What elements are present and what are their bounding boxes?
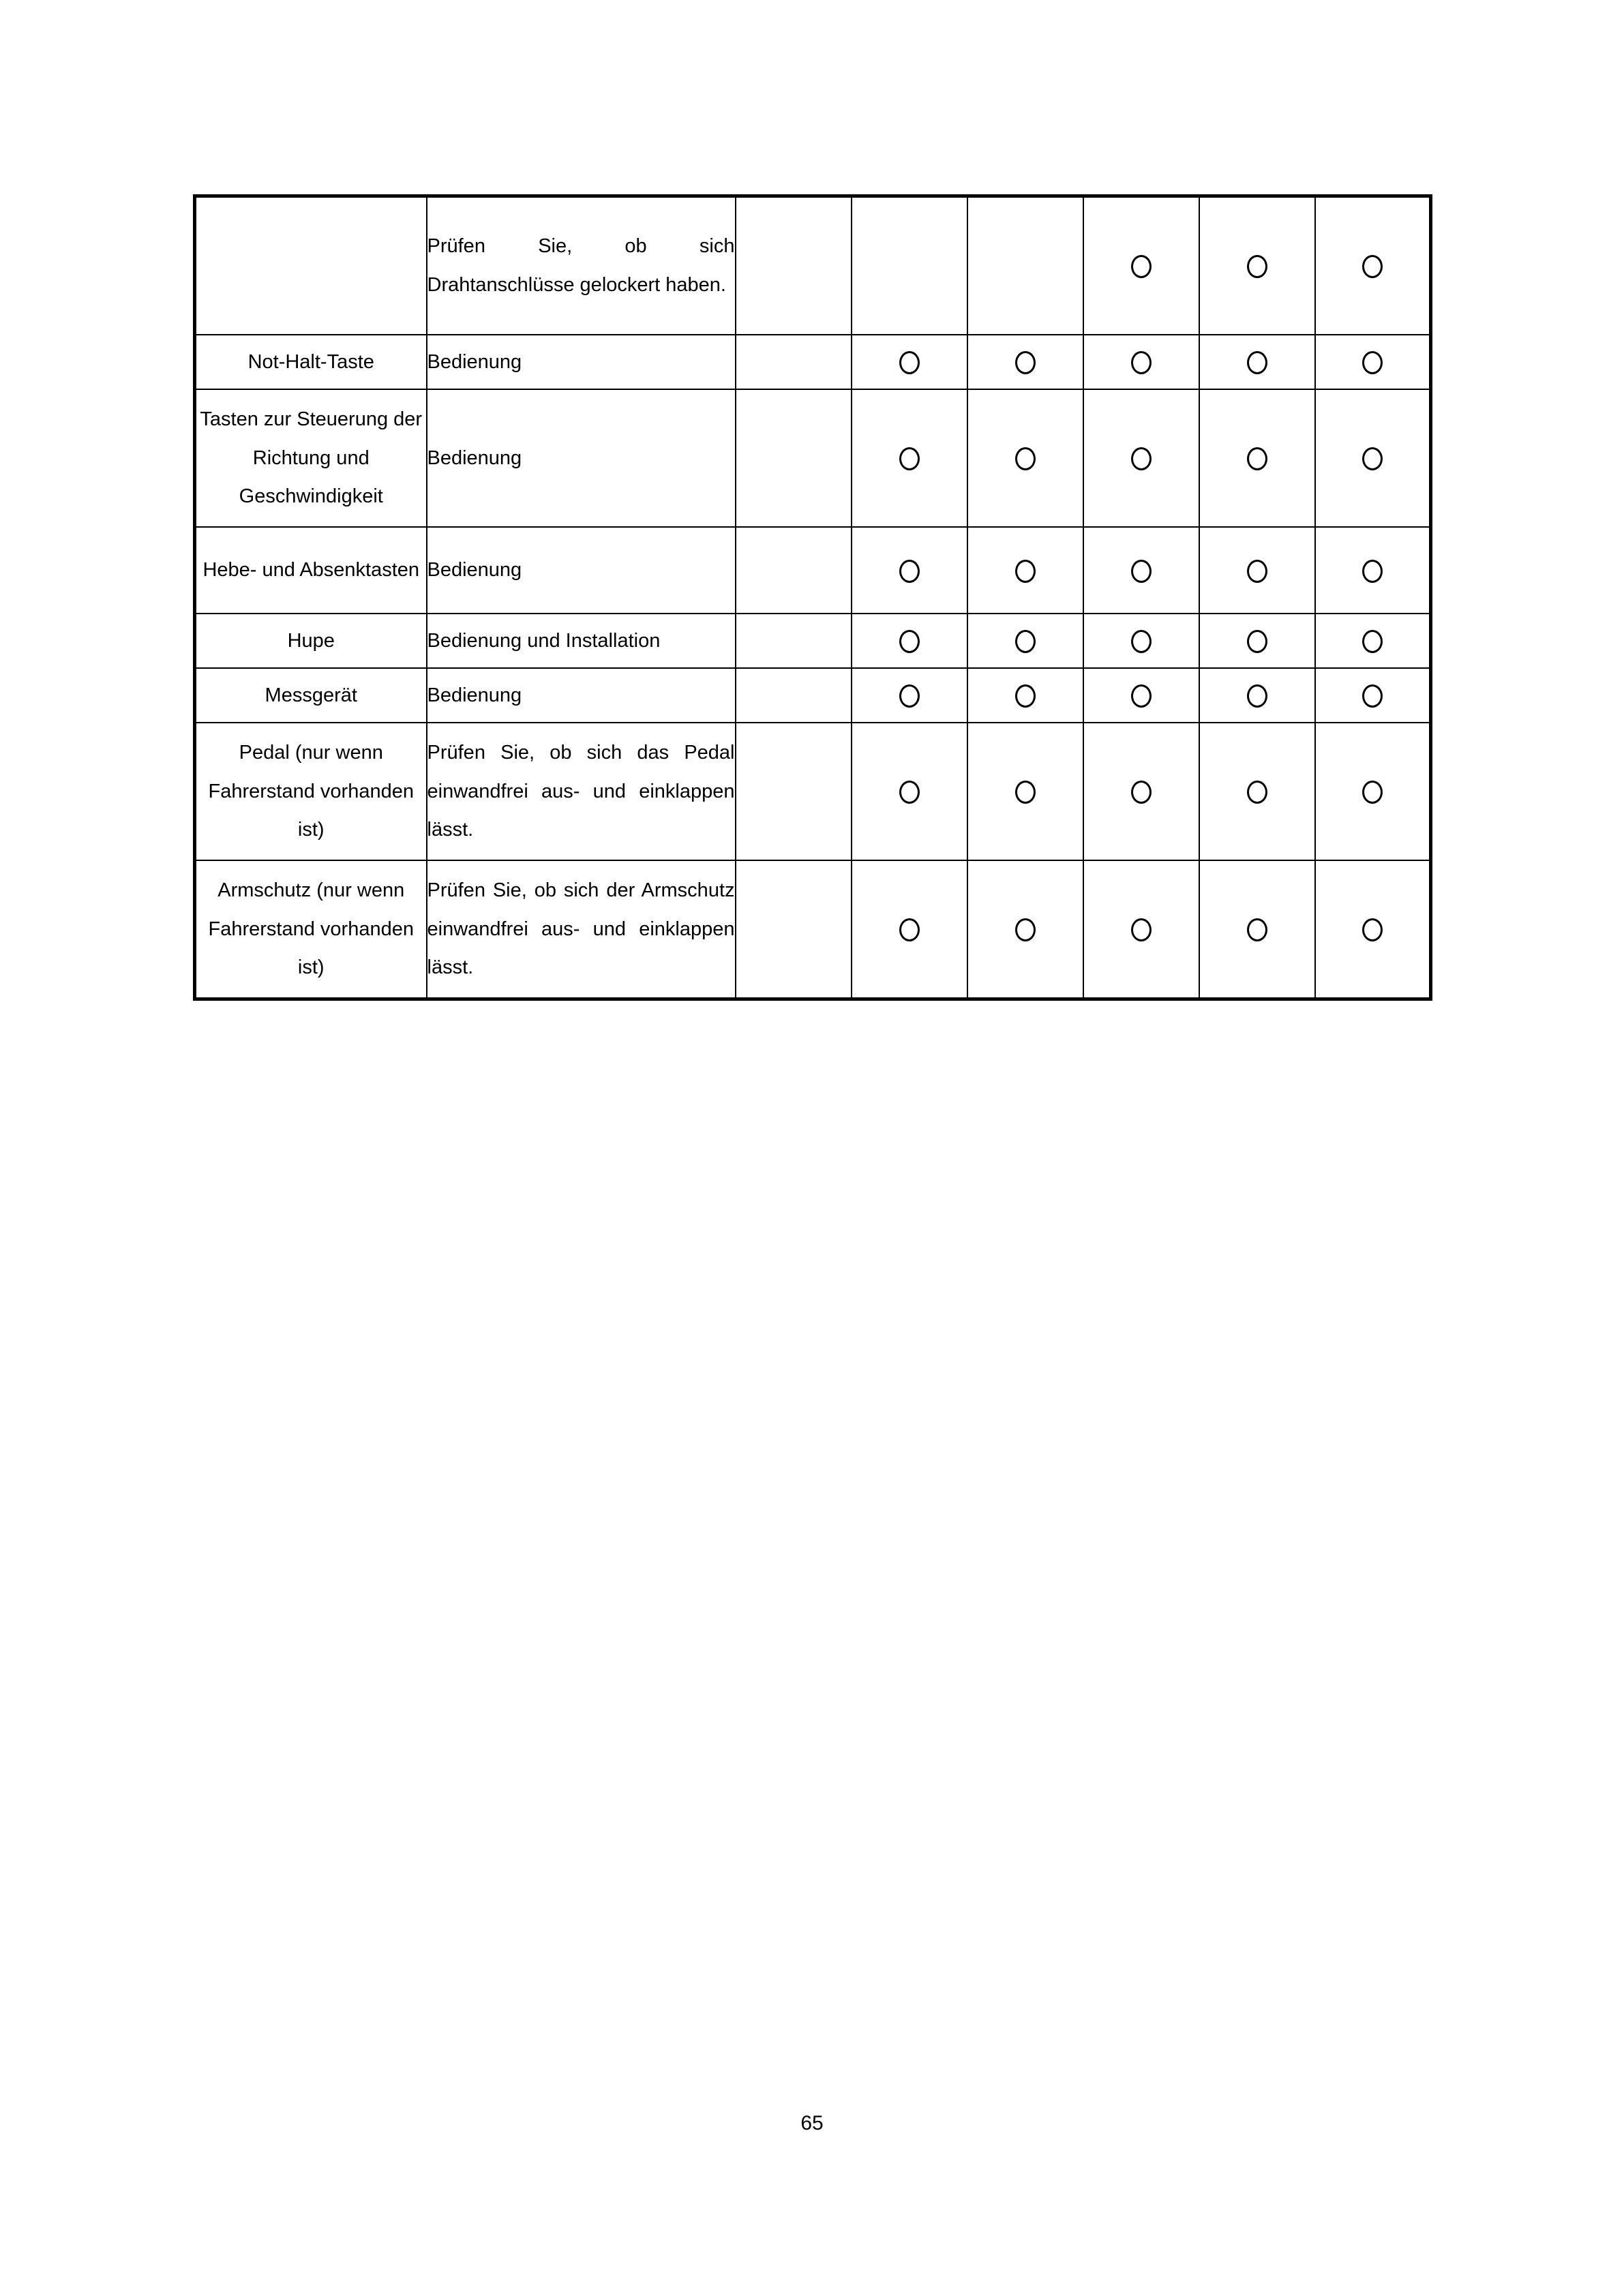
check-circle-cell[interactable]	[967, 389, 1083, 527]
description-cell: Bedienung	[427, 527, 736, 614]
circle-mark-icon	[1247, 255, 1267, 278]
table-row	[195, 668, 1431, 723]
component-cell: Tasten zur Steuerung der Richtung und Geschwindigkeit	[195, 389, 427, 527]
inspection-table-body	[195, 196, 1431, 999]
table-row	[195, 389, 1431, 527]
check-circle-cell[interactable]	[1083, 389, 1199, 527]
circle-mark-icon	[1362, 781, 1383, 804]
circle-mark-icon	[1247, 781, 1267, 804]
check-circle-cell[interactable]	[1199, 723, 1315, 860]
check-circle-cell[interactable]	[1083, 335, 1199, 389]
circle-mark-icon	[1015, 684, 1036, 708]
circle-mark-icon	[899, 918, 920, 941]
circle-mark-icon	[899, 447, 920, 470]
table-row	[195, 335, 1431, 389]
check-circle-cell[interactable]	[852, 723, 967, 860]
circle-mark-icon	[1362, 918, 1383, 941]
check-circle-cell[interactable]	[1315, 196, 1431, 335]
component-cell: Pedal (nur wenn Fahrerstand vorhanden ist)	[195, 723, 427, 860]
circle-mark-icon	[1131, 447, 1152, 470]
circle-mark-icon	[1362, 684, 1383, 708]
empty-mark-cell[interactable]	[736, 614, 852, 668]
circle-mark-icon	[1131, 684, 1152, 708]
check-circle-cell[interactable]	[1315, 389, 1431, 527]
check-circle-cell[interactable]	[1199, 196, 1315, 335]
table-row	[195, 196, 1431, 335]
circle-mark-icon	[1362, 630, 1383, 653]
check-circle-cell[interactable]	[1199, 614, 1315, 668]
check-circle-cell[interactable]	[1083, 860, 1199, 999]
circle-mark-icon	[1362, 447, 1383, 470]
check-circle-cell[interactable]	[1199, 527, 1315, 614]
check-circle-cell[interactable]	[1315, 723, 1431, 860]
inspection-table-container	[193, 194, 1430, 1001]
description-cell: Bedienung	[427, 389, 736, 527]
check-circle-cell[interactable]	[1083, 196, 1199, 335]
table-row	[195, 723, 1431, 860]
description-cell: Prüfen Sie, ob sich der Armschutz einwandfrei aus- und einklappen lässt.	[427, 860, 736, 999]
empty-mark-cell[interactable]	[736, 196, 852, 335]
empty-mark-cell[interactable]	[967, 196, 1083, 335]
circle-mark-icon	[1247, 918, 1267, 941]
check-circle-cell[interactable]	[852, 335, 967, 389]
check-circle-cell[interactable]	[1083, 668, 1199, 723]
description-cell: Prüfen Sie, ob sich das Pedal einwandfrei aus- und einklappen lässt.	[427, 723, 736, 860]
circle-mark-icon	[1247, 447, 1267, 470]
component-cell: Not-Halt-Taste	[195, 335, 427, 389]
circle-mark-icon	[1247, 560, 1267, 583]
circle-mark-icon	[1362, 560, 1383, 583]
circle-mark-icon	[899, 560, 920, 583]
circle-mark-icon	[1131, 781, 1152, 804]
check-circle-cell[interactable]	[852, 614, 967, 668]
circle-mark-icon	[1247, 351, 1267, 374]
empty-mark-cell[interactable]	[736, 335, 852, 389]
empty-mark-cell[interactable]	[736, 668, 852, 723]
circle-mark-icon	[1015, 918, 1036, 941]
component-cell: Hebe- und Absenktasten	[195, 527, 427, 614]
check-circle-cell[interactable]	[1199, 860, 1315, 999]
check-circle-cell[interactable]	[967, 668, 1083, 723]
circle-mark-icon	[1247, 630, 1267, 653]
check-circle-cell[interactable]	[852, 389, 967, 527]
circle-mark-icon	[1015, 351, 1036, 374]
circle-mark-icon	[1362, 255, 1383, 278]
description-cell: Bedienung	[427, 335, 736, 389]
circle-mark-icon	[1015, 781, 1036, 804]
check-circle-cell[interactable]	[852, 668, 967, 723]
component-cell: Armschutz (nur wenn Fahrerstand vorhanden ist)	[195, 860, 427, 999]
circle-mark-icon	[1015, 630, 1036, 653]
empty-mark-cell[interactable]	[736, 389, 852, 527]
circle-mark-icon	[1131, 351, 1152, 374]
empty-mark-cell[interactable]	[736, 860, 852, 999]
description-cell: Bedienung und Installation	[427, 614, 736, 668]
circle-mark-icon	[899, 684, 920, 708]
circle-mark-icon	[1131, 560, 1152, 583]
circle-mark-icon	[899, 630, 920, 653]
table-row	[195, 614, 1431, 668]
empty-mark-cell[interactable]	[736, 527, 852, 614]
check-circle-cell[interactable]	[1315, 860, 1431, 999]
inspection-checklist-table	[193, 194, 1432, 1001]
description-cell: Prüfen Sie, ob sich Drahtanschlüsse gelockert haben.	[427, 196, 736, 335]
table-row	[195, 860, 1431, 999]
check-circle-cell[interactable]	[967, 614, 1083, 668]
check-circle-cell[interactable]	[1315, 668, 1431, 723]
check-circle-cell[interactable]	[1199, 668, 1315, 723]
check-circle-cell[interactable]	[1199, 335, 1315, 389]
circle-mark-icon	[899, 351, 920, 374]
check-circle-cell[interactable]	[967, 860, 1083, 999]
component-cell: Messgerät	[195, 668, 427, 723]
check-circle-cell[interactable]	[1083, 723, 1199, 860]
check-circle-cell[interactable]	[1083, 614, 1199, 668]
check-circle-cell[interactable]	[1315, 335, 1431, 389]
check-circle-cell[interactable]	[1083, 527, 1199, 614]
empty-mark-cell[interactable]	[736, 723, 852, 860]
check-circle-cell[interactable]	[852, 527, 967, 614]
circle-mark-icon	[1247, 684, 1267, 708]
page-number: 65	[800, 2112, 824, 2134]
check-circle-cell[interactable]	[1315, 527, 1431, 614]
circle-mark-icon	[1015, 560, 1036, 583]
empty-mark-cell[interactable]	[852, 196, 967, 335]
circle-mark-icon	[1131, 918, 1152, 941]
check-circle-cell[interactable]	[1315, 614, 1431, 668]
circle-mark-icon	[1131, 630, 1152, 653]
circle-mark-icon	[1362, 351, 1383, 374]
check-circle-cell[interactable]	[967, 527, 1083, 614]
check-circle-cell[interactable]	[967, 723, 1083, 860]
description-cell: Bedienung	[427, 668, 736, 723]
circle-mark-icon	[1131, 255, 1152, 278]
component-cell	[195, 196, 427, 335]
circle-mark-icon	[1015, 447, 1036, 470]
component-cell: Hupe	[195, 614, 427, 668]
check-circle-cell[interactable]	[852, 860, 967, 999]
circle-mark-icon	[899, 781, 920, 804]
check-circle-cell[interactable]	[1199, 389, 1315, 527]
check-circle-cell[interactable]	[967, 335, 1083, 389]
table-row	[195, 527, 1431, 614]
